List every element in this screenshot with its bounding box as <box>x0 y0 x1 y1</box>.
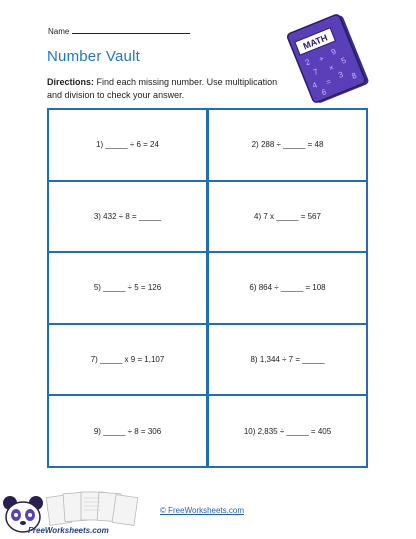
problem-cell <box>209 182 366 252</box>
name-line[interactable] <box>72 26 190 34</box>
problem-cell <box>49 110 206 180</box>
problem-text: 4) 7 x _____ = 567 <box>254 211 321 221</box>
svg-text:9: 9 <box>329 46 338 57</box>
problem-cell <box>209 396 366 466</box>
directions-text: Find each missing number. Use multiplication and division to check your answer. <box>47 77 278 100</box>
problem-text: 2) 288 ÷ _____ = 48 <box>251 140 324 150</box>
problem-cell <box>209 325 366 395</box>
problem-text: 10) 2,835 ÷ _____ = 405 <box>243 426 332 436</box>
svg-text:3: 3 <box>336 69 345 80</box>
svg-text:2: 2 <box>303 57 312 68</box>
name-label: Name <box>48 27 70 36</box>
svg-text:7: 7 <box>312 66 320 77</box>
svg-text:5: 5 <box>339 55 348 66</box>
problem-text: 6) 864 ÷ _____ = 108 <box>249 283 326 293</box>
problem-text: 3) 432 ÷ 8 = _____ <box>93 211 162 221</box>
problem-cell <box>49 182 206 252</box>
book-label: MATH <box>301 32 329 52</box>
svg-text:4: 4 <box>310 80 319 91</box>
svg-text:=: = <box>324 76 333 87</box>
directions-label: Directions: <box>47 77 95 87</box>
svg-text:×: × <box>327 62 336 73</box>
brand-wordmark: FreeWorksheets.com <box>28 526 109 535</box>
math-book-icon <box>280 13 376 107</box>
svg-text:6: 6 <box>320 87 328 98</box>
problem-text: 8) 1,344 ÷ 7 = _____ <box>250 355 325 365</box>
problem-text: 5) _____ ÷ 5 = 126 <box>93 283 162 293</box>
problem-grid <box>47 108 368 468</box>
problem-text: 9) _____ ÷ 8 = 306 <box>93 426 162 436</box>
problem-text: 7) _____ x 9 = 1,107 <box>90 355 165 365</box>
problem-cell <box>49 396 206 466</box>
worksheets-stack-icon <box>44 488 140 526</box>
problem-cell <box>209 253 366 323</box>
directions <box>47 76 281 102</box>
name-field <box>48 26 190 36</box>
problem-text: 1) _____ ÷ 6 = 24 <box>96 140 159 150</box>
page-title: Number Vault <box>47 48 140 65</box>
problem-cell <box>49 253 206 323</box>
svg-text:8: 8 <box>350 70 358 81</box>
site-link[interactable]: © FreeWorksheets.com <box>160 506 244 515</box>
problem-cell <box>49 325 206 395</box>
problem-cell <box>209 110 366 180</box>
svg-text:+: + <box>317 53 326 64</box>
